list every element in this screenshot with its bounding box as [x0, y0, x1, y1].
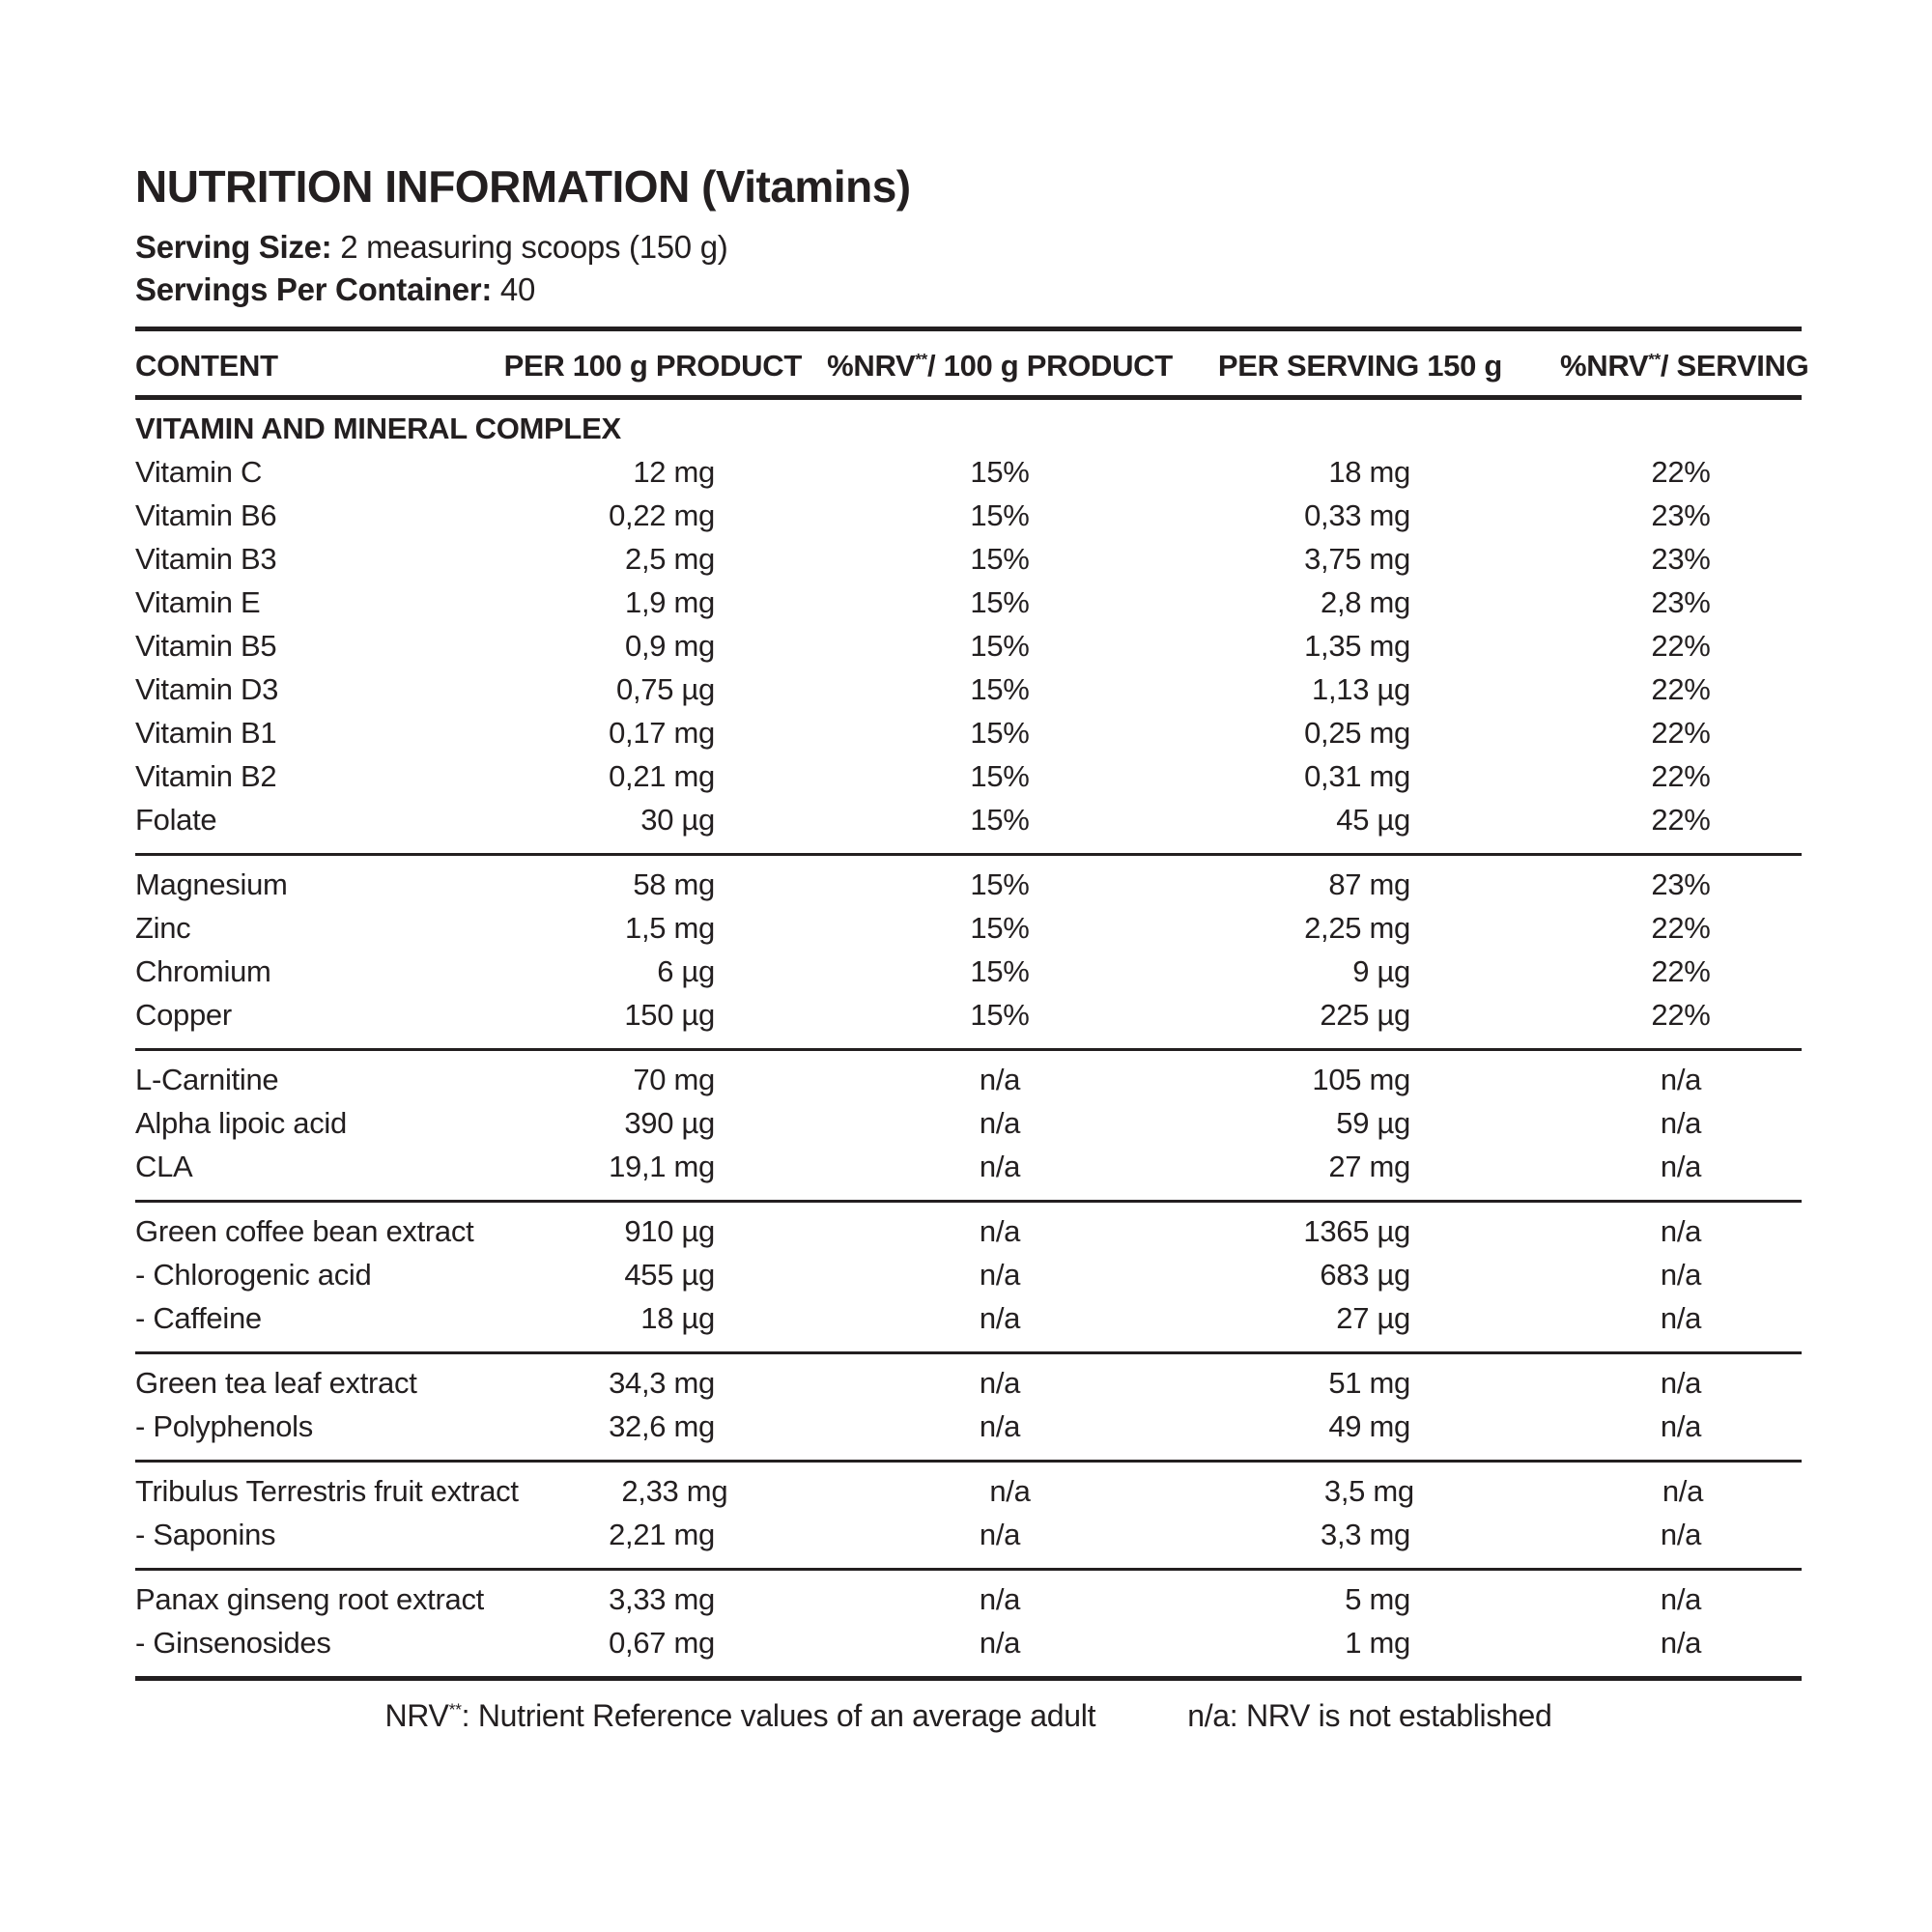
cell-per-serving: 27 mg [1328, 1150, 1410, 1183]
table-row [135, 1577, 1802, 1621]
cell-per-100g: 58 mg [633, 867, 715, 901]
serving-size-value: 2 measuring scoops (150 g) [340, 229, 728, 265]
cell-nrv-100g: 15% [970, 455, 1030, 489]
cell-nrv-serving: 23% [1651, 867, 1711, 901]
cell-nrv-serving: n/a [1660, 1150, 1702, 1183]
cell-content: Vitamin B2 [135, 759, 277, 793]
cell-nrv-100g: 15% [970, 911, 1030, 945]
table-row [135, 950, 1802, 993]
page-title: NUTRITION INFORMATION (Vitamins) [135, 161, 911, 212]
table-group [135, 1048, 1802, 1200]
cell-per-serving: 1,13 µg [1312, 672, 1410, 706]
column-header-per-serving: PER SERVING 150 g [1217, 349, 1502, 383]
servings-per-container-value: 40 [499, 271, 536, 307]
footnote-nrv-asterisks: ** [448, 1699, 462, 1719]
nutrition-table [135, 400, 1802, 1676]
cell-content: - Ginsenosides [135, 1626, 331, 1660]
table-group [135, 1460, 1802, 1568]
cell-per-100g: 0,17 mg [609, 716, 715, 750]
cell-content: Vitamin C [135, 455, 263, 489]
cell-per-serving: 3,75 mg [1304, 542, 1410, 576]
cell-per-100g: 30 µg [640, 803, 715, 837]
table-row [135, 1361, 1802, 1405]
table-row [135, 537, 1802, 581]
cell-per-100g: 0,21 mg [609, 759, 715, 793]
nrv-100g-suffix: / 100 g PRODUCT [927, 349, 1173, 383]
cell-content: - Polyphenols [135, 1409, 313, 1443]
column-header-content: CONTENT [135, 349, 278, 383]
cell-per-serving: 45 µg [1336, 803, 1410, 837]
cell-nrv-100g: 15% [970, 954, 1030, 988]
table-row [135, 1145, 1802, 1188]
cell-nrv-100g: 15% [970, 803, 1030, 837]
table-group [135, 853, 1802, 1048]
cell-content: Vitamin B5 [135, 629, 277, 663]
table-row [135, 494, 1802, 537]
cell-content: Zinc [135, 911, 191, 945]
cell-per-100g: 34,3 mg [609, 1366, 715, 1400]
cell-per-100g: 18 µg [640, 1301, 715, 1335]
cell-nrv-serving: 23% [1651, 542, 1711, 576]
footnote-nrv-suffix: : Nutrient Reference values of an average adult [461, 1698, 1096, 1733]
cell-content: Vitamin D3 [135, 672, 279, 706]
cell-content: - Chlorogenic acid [135, 1258, 372, 1292]
table-header-row [135, 331, 1809, 395]
cell-content: L-Carnitine [135, 1063, 279, 1096]
cell-content: CLA [135, 1150, 193, 1183]
cell-content: Chromium [135, 954, 271, 988]
table-group [135, 1351, 1802, 1460]
cell-per-100g: 3,33 mg [609, 1582, 715, 1616]
table-row [135, 1469, 1802, 1513]
cell-per-100g: 2,21 mg [609, 1518, 715, 1551]
table-row [135, 1405, 1802, 1448]
table-row [135, 754, 1802, 798]
cell-nrv-100g: n/a [979, 1626, 1021, 1660]
cell-content: Panax ginseng root extract [135, 1582, 484, 1616]
serving-size-label: Serving Size: [135, 229, 332, 265]
table-row [135, 1253, 1802, 1296]
cell-content: Copper [135, 998, 232, 1032]
cell-nrv-100g: 15% [970, 716, 1030, 750]
cell-nrv-serving: 22% [1651, 629, 1711, 663]
nrv-serving-suffix: / SERVING [1660, 349, 1809, 383]
cell-per-100g: 455 µg [624, 1258, 715, 1292]
table-row [135, 450, 1802, 494]
cell-per-100g: 1,9 mg [625, 585, 715, 619]
cell-per-100g: 1,5 mg [625, 911, 715, 945]
cell-per-serving: 1365 µg [1303, 1214, 1410, 1248]
cell-nrv-100g: n/a [979, 1106, 1021, 1140]
cell-content: Vitamin B6 [135, 498, 277, 532]
cell-nrv-100g: 15% [970, 998, 1030, 1032]
cell-per-serving: 0,33 mg [1304, 498, 1410, 532]
cell-per-serving: 5 mg [1345, 1582, 1410, 1616]
serving-size-line [135, 226, 1802, 269]
cell-content: Magnesium [135, 867, 288, 901]
cell-per-serving: 3,5 mg [1323, 1474, 1414, 1508]
cell-nrv-serving: n/a [1662, 1474, 1704, 1508]
table-group [135, 1200, 1802, 1351]
cell-per-100g: 32,6 mg [609, 1409, 715, 1443]
cell-per-100g: 2,33 mg [621, 1474, 728, 1508]
cell-nrv-serving: n/a [1660, 1582, 1702, 1616]
footnote-nrv-text: NRV [384, 1698, 449, 1733]
table-row [135, 581, 1802, 624]
cell-nrv-100g: n/a [979, 1214, 1021, 1248]
cell-per-serving: 2,25 mg [1304, 911, 1410, 945]
column-header-nrv-100g [821, 349, 1179, 384]
cell-content: Green coffee bean extract [135, 1214, 474, 1248]
cell-per-serving: 1 mg [1345, 1626, 1410, 1660]
cell-content: Tribulus Terrestris fruit extract [135, 1474, 519, 1508]
table-group [135, 1568, 1802, 1676]
cell-nrv-serving: 22% [1651, 455, 1711, 489]
cell-nrv-serving: n/a [1660, 1301, 1702, 1335]
cell-nrv-serving: 22% [1651, 716, 1711, 750]
cell-nrv-100g: n/a [979, 1518, 1021, 1551]
cell-per-serving: 105 mg [1312, 1063, 1410, 1096]
cell-nrv-serving: n/a [1660, 1366, 1702, 1400]
cell-nrv-serving: n/a [1660, 1106, 1702, 1140]
cell-nrv-100g: n/a [979, 1301, 1021, 1335]
nrv-100g-asterisks: ** [915, 350, 928, 369]
cell-per-100g: 19,1 mg [609, 1150, 715, 1183]
table-row [135, 906, 1802, 950]
bottom-rule [135, 1676, 1802, 1681]
cell-per-serving: 87 mg [1328, 867, 1410, 901]
cell-content: Folate [135, 803, 217, 837]
cell-nrv-100g: 15% [970, 498, 1030, 532]
cell-per-100g: 390 µg [624, 1106, 715, 1140]
table-row [135, 668, 1802, 711]
cell-content: Green tea leaf extract [135, 1366, 417, 1400]
table-row [135, 1101, 1802, 1145]
cell-nrv-serving: 22% [1651, 954, 1711, 988]
cell-per-100g: 910 µg [624, 1214, 715, 1248]
cell-per-serving: 18 mg [1328, 455, 1410, 489]
cell-per-100g: 0,22 mg [609, 498, 715, 532]
cell-nrv-serving: n/a [1660, 1409, 1702, 1443]
table-row [135, 993, 1802, 1037]
table-group [135, 400, 1802, 853]
table-row [135, 863, 1802, 906]
table-row [135, 798, 1802, 841]
cell-per-serving: 9 µg [1352, 954, 1410, 988]
cell-nrv-100g: 15% [970, 759, 1030, 793]
table-row [135, 1209, 1802, 1253]
footnote-nrv [384, 1698, 1095, 1734]
cell-nrv-serving: 22% [1651, 672, 1711, 706]
cell-per-serving: 1,35 mg [1304, 629, 1410, 663]
cell-nrv-100g: 15% [970, 542, 1030, 576]
cell-per-100g: 6 µg [657, 954, 715, 988]
footnote-na: n/a: NRV is not established [1187, 1698, 1552, 1733]
footnote [135, 1698, 1802, 1734]
cell-nrv-serving: 22% [1651, 759, 1711, 793]
cell-nrv-100g: 15% [970, 629, 1030, 663]
nrv-serving-asterisks: ** [1648, 350, 1661, 369]
cell-per-serving: 51 mg [1328, 1366, 1410, 1400]
cell-nrv-100g: n/a [979, 1366, 1021, 1400]
table-row [135, 624, 1802, 668]
cell-nrv-serving: 22% [1651, 803, 1711, 837]
cell-nrv-serving: 23% [1651, 498, 1711, 532]
nrv-100g-text: %NRV [827, 349, 916, 383]
cell-nrv-100g: n/a [979, 1409, 1021, 1443]
cell-nrv-100g: n/a [979, 1258, 1021, 1292]
cell-nrv-serving: n/a [1660, 1063, 1702, 1096]
cell-per-serving: 683 µg [1320, 1258, 1410, 1292]
cell-per-100g: 0,67 mg [609, 1626, 715, 1660]
cell-per-100g: 150 µg [624, 998, 715, 1032]
cell-per-serving: 225 µg [1320, 998, 1410, 1032]
cell-nrv-100g: n/a [979, 1063, 1021, 1096]
column-header-per-100g: PER 100 g PRODUCT [503, 349, 802, 383]
cell-nrv-serving: 23% [1651, 585, 1711, 619]
cell-nrv-serving: 22% [1651, 911, 1711, 945]
table-row [135, 711, 1802, 754]
cell-per-100g: 12 mg [633, 455, 715, 489]
cell-nrv-serving: 22% [1651, 998, 1711, 1032]
cell-per-serving: 0,31 mg [1304, 759, 1410, 793]
cell-per-serving: 27 µg [1336, 1301, 1410, 1335]
cell-per-100g: 70 mg [633, 1063, 715, 1096]
cell-per-100g: 2,5 mg [625, 542, 715, 576]
cell-per-serving: 49 mg [1328, 1409, 1410, 1443]
section-header: VITAMIN AND MINERAL COMPLEX [135, 412, 621, 445]
cell-per-100g: 0,9 mg [625, 629, 715, 663]
cell-content: Vitamin B1 [135, 716, 277, 750]
cell-per-serving: 0,25 mg [1304, 716, 1410, 750]
servings-per-container-line [135, 269, 1802, 311]
cell-content: Vitamin E [135, 585, 261, 619]
cell-nrv-100g: n/a [979, 1582, 1021, 1616]
cell-per-serving: 3,3 mg [1321, 1518, 1410, 1551]
cell-nrv-100g: 15% [970, 585, 1030, 619]
cell-content: - Caffeine [135, 1301, 262, 1335]
cell-nrv-100g: n/a [979, 1150, 1021, 1183]
cell-nrv-serving: n/a [1660, 1214, 1702, 1248]
table-row [135, 1621, 1802, 1664]
cell-nrv-serving: n/a [1660, 1258, 1702, 1292]
cell-nrv-100g: n/a [989, 1474, 1031, 1508]
cell-nrv-serving: n/a [1660, 1518, 1702, 1551]
table-row [135, 1513, 1802, 1556]
cell-content: Vitamin B3 [135, 542, 277, 576]
table-row [135, 1296, 1802, 1340]
cell-content: Alpha lipoic acid [135, 1106, 347, 1140]
cell-content: - Saponins [135, 1518, 276, 1551]
servings-per-container-label: Servings Per Container: [135, 271, 493, 307]
cell-nrv-serving: n/a [1660, 1626, 1702, 1660]
nrv-serving-text: %NRV [1560, 349, 1649, 383]
cell-nrv-100g: 15% [970, 672, 1030, 706]
cell-nrv-100g: 15% [970, 867, 1030, 901]
table-row [135, 1058, 1802, 1101]
cell-per-100g: 0,75 µg [616, 672, 715, 706]
cell-per-serving: 59 µg [1336, 1106, 1410, 1140]
column-header-nrv-serving [1560, 349, 1809, 384]
cell-per-serving: 2,8 mg [1321, 585, 1410, 619]
